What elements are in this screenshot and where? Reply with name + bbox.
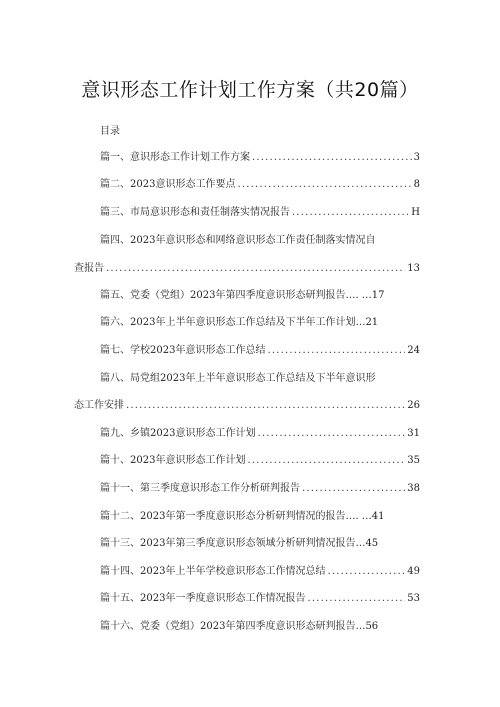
toc-entry[interactable] [100, 206, 420, 220]
toc-entry[interactable] [74, 262, 420, 276]
toc-leader-dots [307, 592, 405, 606]
toc-entry-page: 24 [407, 345, 420, 356]
toc-entry[interactable] [100, 592, 420, 606]
toc-entry-label: 篇十、2023年意识形态工作计划 [100, 455, 246, 466]
toc-leader-dots [252, 151, 412, 165]
toc-entry-label-line1[interactable]: 篇四、2023年意识形态和网络意识形态工作责任制落实情况自 [100, 235, 376, 246]
toc-entry-label-line2: 查报告 [74, 263, 104, 274]
toc-entry-page: 3 [413, 152, 420, 163]
toc-leader-dots [302, 482, 405, 496]
toc-entry[interactable]: 篇十二、2023年第一季度意识形态分析研判情况的报告…. …41 [100, 511, 385, 522]
toc-entry[interactable] [100, 178, 420, 192]
toc-leader-dots [327, 565, 405, 579]
toc-entry-page: 35 [407, 455, 420, 466]
toc-entry-label: 篇二、2023意识形态工作要点 [100, 179, 236, 190]
toc-entry[interactable] [74, 399, 420, 413]
toc-leader-dots [106, 262, 405, 276]
toc-entry-page: 26 [407, 400, 420, 411]
toc-entry-page: 13 [407, 263, 420, 274]
toc-entry[interactable]: 篇六、2023年上半年意识形态工作总结及下半年工作计划…21 [100, 317, 379, 328]
toc-entry-label: 篇九、乡镇2023意识形态工作计划 [100, 428, 256, 439]
toc-entry-page: 8 [413, 179, 420, 190]
toc-leader-dots [126, 399, 405, 413]
toc-entry-label: 篇七、学校2023年意识形态工作总结 [100, 345, 266, 356]
toc-entry[interactable] [100, 565, 420, 579]
document-title: 意识形态工作计划工作方案（共20篇） [81, 79, 419, 101]
toc-entry-page: 38 [407, 483, 420, 494]
toc-leader-dots [247, 454, 405, 468]
toc-leader-dots [237, 178, 411, 192]
toc-entry[interactable] [100, 482, 420, 496]
toc-entry[interactable]: 篇十三、2023年第三季度意识形态领域分析研判情况报告…45 [100, 538, 379, 549]
toc-leader-dots [257, 427, 405, 441]
toc-entry-page: H [411, 207, 420, 218]
toc-entry-label: 篇三、市局意识形态和责任制落实情况报告 [100, 207, 290, 218]
toc-entry-page: 49 [407, 566, 420, 577]
toc-entry[interactable]: 篇五、党委（党组）2023年第四季度意识形态研判报告…. …17 [100, 290, 385, 301]
toc-entry[interactable] [100, 427, 420, 441]
toc-entry[interactable] [100, 344, 420, 358]
toc-entry[interactable] [100, 454, 420, 468]
toc-entry-page: 31 [407, 428, 420, 439]
toc-entry-label: 篇一、意识形态工作计划工作方案 [100, 152, 250, 163]
toc-entry-label-line2: 态工作安排 [74, 400, 124, 411]
toc-heading: 目录 [100, 126, 120, 137]
toc-entry-label: 篇十一、第三季度意识形态工作分析研判报告 [100, 483, 300, 494]
toc-entry-label: 篇十五、2023年一季度意识形态工作情况报告 [100, 593, 306, 604]
toc-entry[interactable]: 篇十六、党委（党组）2023年第四季度意识形态研判报告…56 [100, 621, 379, 632]
toc-entry-label: 篇十四、2023年上半年学校意识形态工作情况总结 [100, 566, 326, 577]
toc-entry-label-line1[interactable]: 篇八、局党组2023年上半年意识形态工作总结及下半年意识形 [100, 373, 376, 384]
toc-leader-dots [292, 206, 409, 220]
toc-entry[interactable] [100, 151, 420, 165]
toc-entry-page: 53 [407, 593, 420, 604]
toc-leader-dots [267, 344, 405, 358]
